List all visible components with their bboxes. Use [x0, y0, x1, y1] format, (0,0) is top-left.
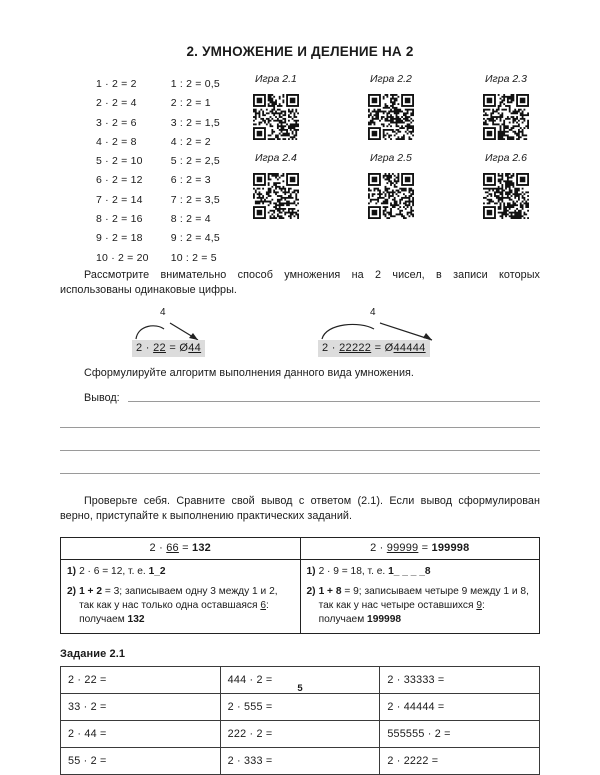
answer-step-fragment: = 9; записываем четыре 9 между 1 и 8, так как у нас четыре оставшихся	[318, 585, 529, 611]
facts-and-games-block	[60, 73, 540, 268]
worked-answer-table	[60, 537, 540, 634]
fact-item: 9 : 2 = 4,5	[170, 232, 220, 245]
answer-step-number: 1)	[67, 565, 77, 577]
example-left-operand: 2	[136, 342, 143, 355]
exercise-cell[interactable]: 2 · 22 =	[61, 666, 221, 693]
example-result-digits: 44444	[393, 342, 426, 355]
fact-item: 10 · 2 = 20	[96, 251, 149, 264]
game-qr-grid	[220, 73, 540, 219]
intro-paragraph: Рассмотрите внимательно способ умножения на 2 чисел, в записи которых использованы одинаковые цифры.	[60, 268, 540, 297]
answer-step-fragment: : получаем	[318, 599, 485, 625]
game-qr-row	[242, 152, 540, 219]
fact-item: 10 : 2 = 5	[170, 251, 217, 264]
answer-step-fragment: 1_2	[148, 565, 166, 577]
qr-code-icon[interactable]	[368, 173, 414, 219]
conclusion-first-row	[60, 392, 540, 405]
answer-step-fragment: 1_ _ _ _8	[388, 565, 431, 577]
exercise-row	[61, 693, 540, 720]
example-right-operand: 22	[153, 342, 166, 355]
example-right-operand: 22222	[339, 342, 372, 355]
answer-body-cell	[300, 559, 540, 633]
example-expression	[132, 340, 205, 357]
game-qr-cell[interactable]	[242, 73, 310, 140]
exercise-cell[interactable]: 2 · 44 =	[61, 720, 221, 747]
game-label: Игра 2.1	[254, 73, 297, 85]
game-qr-cell[interactable]	[472, 73, 540, 140]
answer-header-result: 199998	[431, 541, 470, 554]
worked-examples	[60, 307, 540, 361]
answer-step	[307, 565, 534, 579]
game-qr-cell[interactable]	[357, 152, 425, 219]
qr-code-icon[interactable]	[483, 94, 529, 140]
fact-item: 5 · 2 = 10	[96, 155, 143, 168]
example-expression	[318, 340, 430, 357]
conclusion-label: Вывод:	[84, 391, 120, 404]
multiplication-facts-column	[96, 75, 149, 268]
fact-item: 3 · 2 = 6	[96, 116, 137, 129]
qr-code-icon[interactable]	[253, 173, 299, 219]
answer-step-text	[319, 585, 533, 627]
game-qr-cell[interactable]	[472, 152, 540, 219]
answer-header-prefix: 2 ·	[370, 541, 387, 554]
qr-code-icon[interactable]	[483, 173, 529, 219]
answer-header-underlined: 99999	[386, 541, 419, 554]
answer-step	[307, 585, 534, 627]
answer-step-text	[79, 585, 293, 627]
check-paragraph: Проверьте себя. Сравните свой вывод с ответом (2.1). Если вывод сформулирован верно, приступайте к выполнению практических заданий.	[60, 494, 540, 523]
conclusion-write-line[interactable]	[60, 426, 540, 428]
division-facts-column	[171, 75, 220, 268]
game-label: Игра 2.6	[485, 152, 527, 164]
game-label: Игра 2.4	[254, 152, 297, 164]
game-label: Игра 2.5	[370, 152, 412, 164]
exercise-cell[interactable]: 2 · 333 =	[220, 747, 380, 774]
answer-step-fragment: 2 · 9 = 18, т. е.	[318, 565, 389, 577]
fact-item: 4 · 2 = 8	[96, 135, 137, 148]
example-result-prefix: Ø	[384, 342, 394, 355]
algorithm-prompt: Сформулируйте алгоритм выполнения данного вида умножения.	[84, 366, 414, 379]
answer-step-text	[319, 565, 533, 579]
answer-header-row	[61, 537, 540, 559]
example-equals: =	[169, 342, 177, 355]
example-operator: ·	[145, 342, 150, 355]
answer-step-fragment: 2 · 6 = 12, т. е.	[79, 565, 149, 577]
page-title: 2. УМНОЖЕНИЕ И ДЕЛЕНИЕ НА 2	[186, 44, 414, 59]
conclusion-answer-area	[60, 392, 540, 474]
fact-item: 5 : 2 = 2,5	[170, 155, 220, 168]
answer-step-fragment: 199998	[367, 613, 402, 625]
example-left-operand: 2	[322, 342, 329, 355]
game-qr-cell[interactable]	[357, 73, 425, 140]
qr-code-icon[interactable]	[368, 94, 414, 140]
answer-header-suffix: =	[418, 541, 432, 554]
qr-code-icon[interactable]	[253, 94, 299, 140]
fact-item: 6 · 2 = 12	[96, 174, 143, 187]
answer-step-number: 1)	[306, 565, 316, 577]
answer-header-cell	[300, 537, 540, 559]
fact-item: 1 · 2 = 2	[96, 78, 137, 90]
fact-item: 2 · 2 = 4	[96, 97, 137, 110]
exercise-cell[interactable]: 444 · 2 =	[220, 666, 380, 693]
fact-item: 1 : 2 = 0,5	[170, 78, 220, 90]
answer-header-prefix: 2 ·	[149, 541, 167, 554]
exercise-cell[interactable]: 555555 · 2 =	[380, 720, 540, 747]
page-number: 5	[297, 683, 303, 694]
game-qr-cell[interactable]	[242, 152, 310, 219]
exercise-cell[interactable]: 2 · 555 =	[220, 693, 380, 720]
answer-step-fragment: 9	[476, 599, 482, 611]
answer-step	[67, 585, 294, 627]
conclusion-write-line[interactable]	[60, 449, 540, 451]
answer-body-row	[61, 559, 540, 633]
exercise-row	[61, 720, 540, 747]
answer-step-fragment: 132	[127, 613, 145, 625]
answer-header-result: 132	[192, 541, 211, 554]
fact-item: 4 : 2 = 2	[170, 135, 211, 148]
conclusion-write-line[interactable]	[128, 400, 540, 402]
answer-step-number: 2)	[306, 585, 316, 597]
answer-step	[67, 565, 294, 579]
fact-item: 9 · 2 = 18	[96, 232, 143, 245]
answer-step-fragment: 6	[260, 599, 267, 611]
exercise-row	[61, 747, 540, 774]
exercise-cell[interactable]: 55 · 2 =	[61, 747, 221, 774]
exercise-cell[interactable]: 2 · 44444 =	[380, 693, 540, 720]
exercise-cell[interactable]: 33 · 2 =	[61, 693, 221, 720]
answer-body-cell	[61, 559, 301, 633]
number-facts-tables	[60, 73, 220, 268]
example-result-digits: 44	[188, 342, 202, 355]
fact-item: 7 : 2 = 3,5	[170, 193, 220, 206]
answer-header-underlined: 66	[166, 541, 179, 554]
game-qr-row	[242, 73, 540, 140]
fact-item: 8 : 2 = 4	[170, 213, 211, 226]
answer-step-number: 2)	[67, 585, 77, 597]
answer-header-cell	[61, 537, 301, 559]
carry-digit: 4	[160, 306, 166, 318]
game-label: Игра 2.2	[370, 73, 412, 85]
fact-item: 3 : 2 = 1,5	[170, 116, 220, 129]
exercise-cell[interactable]: 2 · 33333 =	[380, 666, 540, 693]
game-label: Игра 2.3	[485, 73, 527, 85]
carry-digit: 4	[370, 306, 376, 318]
example-equals: =	[374, 342, 382, 355]
example-operator: ·	[331, 342, 336, 355]
answer-step-text	[79, 565, 293, 579]
answer-step-fragment: 1 + 8	[318, 585, 342, 597]
answer-header-suffix: =	[178, 541, 193, 554]
answer-step-fragment: 1 + 2	[79, 585, 103, 597]
exercise-cell[interactable]: 222 · 2 =	[220, 720, 380, 747]
exercise-cell[interactable]: 2 · 2222 =	[380, 747, 540, 774]
fact-item: 6 : 2 = 3	[170, 174, 211, 187]
fact-item: 7 · 2 = 14	[96, 193, 143, 206]
conclusion-write-line[interactable]	[60, 472, 540, 474]
answer-step-fragment: : получаем	[79, 599, 269, 625]
fact-item: 8 · 2 = 16	[96, 213, 143, 226]
task-heading: Задание 2.1	[60, 647, 126, 660]
fact-item: 2 : 2 = 1	[170, 97, 211, 110]
answer-step-fragment: = 3; записываем одну 3 между 1 и 2, так как у нас только одна оставшаяся	[79, 585, 278, 611]
example-result-prefix: Ø	[179, 342, 189, 355]
